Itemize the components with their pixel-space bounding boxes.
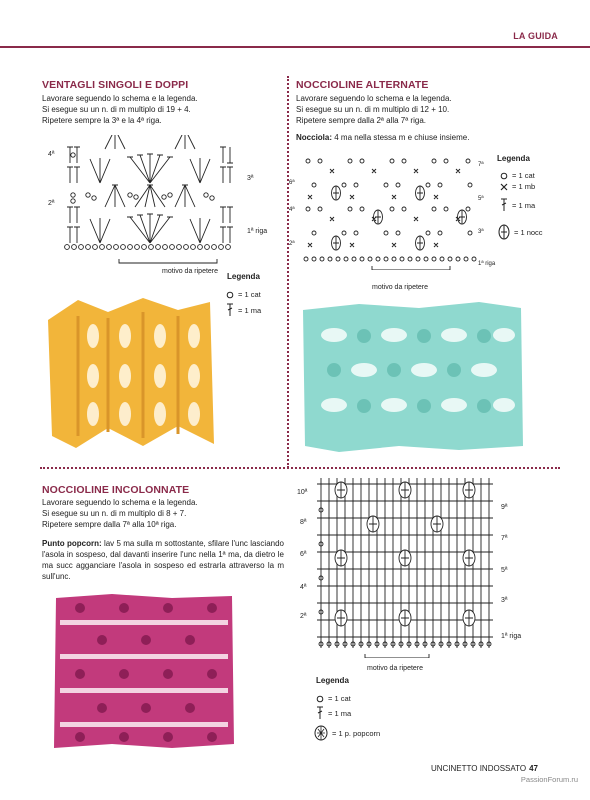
magazine-name: UNCINETTO INDOSSATO	[430, 764, 527, 773]
fan-row-3	[90, 154, 210, 183]
bobble-stitch-icon	[498, 224, 510, 240]
section2-line: Si esegue su un n. di m multiplo di 12 + 10.	[296, 105, 450, 114]
section2-row-label: 1ª riga	[478, 261, 496, 267]
legend-treble	[500, 198, 535, 212]
section3-row-label: 4ª	[300, 584, 307, 591]
section1-row-label: 1ª riga	[247, 228, 268, 235]
chain-stitch-icon	[500, 172, 508, 180]
fan-row-2	[105, 185, 195, 207]
section1-row-label: 4ª	[48, 151, 55, 158]
chain-stitch-icon	[226, 291, 234, 299]
repeat-bracket	[365, 654, 429, 658]
legend-bobble	[498, 224, 543, 240]
section3-repeat-label: motivo da ripetere	[367, 665, 424, 672]
cross-stitch-icon	[500, 183, 508, 191]
section2-row-label: 3ª	[478, 229, 484, 235]
section2-repeat-label: motivo da ripetere	[372, 284, 429, 291]
chain-rows	[304, 159, 476, 261]
note-text: 4 ma nella stessa m e chiuse insieme.	[332, 133, 470, 142]
section2-row-label: 2ª	[289, 241, 295, 247]
legend-popcorn	[314, 725, 380, 741]
section3-line: Ripetere sempre dalla 7ª alla 10ª riga.	[42, 520, 177, 529]
legend-label: = 1 ma	[512, 200, 536, 210]
legend-label: = 1 cat	[328, 694, 351, 703]
section1-line: Lavorare seguendo lo schema e la legenda.	[42, 94, 198, 103]
legend-chain	[226, 290, 261, 299]
section3-row-label: 5ª	[501, 567, 508, 574]
section2-instructions	[296, 93, 566, 143]
note-text: lav 5 ma sulla m sottostante, sfilare l'unc lasciando l'asola in sospeso, dal davanti inserire l'unc nella 1ª ma, da dietro le ma succ agganciare l'asola in sospeso ed estrarla attraverso la m sull'unc.	[42, 539, 284, 581]
section3-stitch-diagram	[315, 478, 495, 658]
section1-instructions	[42, 93, 282, 126]
repeat-bracket	[372, 266, 450, 270]
section3-note	[42, 538, 284, 582]
chain-loops	[86, 193, 214, 200]
chain-stitch-icon	[316, 695, 324, 703]
section3-row-label: 1ª riga	[501, 633, 522, 640]
popcorn-stitch-icon	[314, 725, 328, 741]
section2-line: Ripetere sempre dalla 2ª alla 7ª riga.	[296, 116, 426, 125]
repeat-bracket	[119, 259, 217, 263]
section1-line: Ripetere sempre la 3ª e la 4ª riga.	[42, 116, 162, 125]
section3-row-label: 2ª	[300, 613, 307, 620]
section3-row-label: 9ª	[501, 504, 508, 511]
watermark: PassionForum.ru	[520, 775, 578, 784]
section2-row-label: 5ª	[478, 196, 484, 202]
section1-line: Si esegue su un n. di m multiplo di 19 + 4.	[42, 105, 191, 114]
section3-swatch-photo	[52, 592, 236, 750]
legend-chain	[316, 694, 351, 703]
note-term: Punto popcorn:	[42, 539, 102, 548]
section2-swatch-photo	[299, 300, 527, 455]
foundation-chain	[65, 245, 231, 250]
right-columns	[220, 147, 233, 243]
page-footer	[431, 764, 538, 773]
single-crochet-marks	[308, 169, 460, 247]
section3-row-label: 7ª	[501, 535, 508, 542]
section1-stitch-diagram	[40, 135, 280, 285]
section3-instructions	[42, 497, 284, 582]
section1-row-label: 3ª	[247, 175, 254, 182]
section3-legend-title: Legenda	[316, 676, 349, 685]
note-term: Nocciola:	[296, 133, 333, 142]
section2-legend-title: Legenda	[497, 154, 530, 163]
legend-label: = 1 ma	[328, 708, 352, 718]
section1-row-label: 2ª	[48, 200, 55, 207]
section2-row-label: 7ª	[478, 162, 484, 168]
section3-title: NOCCIOLINE INCOLONNATE	[42, 484, 190, 496]
section2-stitch-diagram	[300, 155, 500, 270]
legend-treble	[316, 706, 351, 720]
treble-stitch-icon	[226, 303, 234, 317]
treble-stitch-icon	[500, 198, 508, 212]
section1-swatch-photo	[48, 296, 216, 450]
section3-row-label: 6ª	[300, 551, 307, 558]
section3-row-label: 8ª	[300, 519, 307, 526]
section2-note	[296, 132, 566, 143]
section2-line: Lavorare seguendo lo schema e la legenda.	[296, 94, 452, 103]
section3-row-label: 3ª	[501, 597, 508, 604]
vertical-divider	[287, 76, 289, 468]
section2-row-label: 6ª	[289, 180, 295, 186]
section3-row-label: 10ª	[297, 489, 308, 496]
legend-label: = 1 cat	[238, 290, 261, 299]
section2-title: NOCCIOLINE ALTERNATE	[296, 79, 429, 91]
legend-label: = 1 p. popcorn	[332, 728, 381, 738]
page-number: 47	[529, 764, 538, 773]
legend-label: = 1 ma	[238, 305, 262, 315]
section1-legend-title: Legenda	[227, 272, 260, 281]
bobble-marks	[332, 186, 467, 250]
section2-row-label: 4ª	[289, 207, 295, 213]
section3-line: Si esegue su un n. di m multiplo di 8 + 7.	[42, 509, 187, 518]
horizontal-divider	[40, 467, 560, 469]
legend-single-crochet	[500, 182, 535, 191]
fan-row-4	[105, 135, 195, 149]
legend-label: = 1 nocc	[514, 227, 543, 237]
header-rule	[0, 46, 590, 48]
header-label: LA GUIDA	[513, 31, 558, 41]
section1-repeat-label: motivo da ripetere	[162, 268, 219, 275]
section1-title: VENTAGLI SINGOLI E DOPPI	[42, 79, 189, 91]
legend-treble	[226, 303, 261, 317]
legend-label: = 1 mb	[512, 182, 536, 191]
fan-row-1	[90, 214, 210, 243]
section3-line: Lavorare seguendo lo schema e la legenda.	[42, 498, 198, 507]
legend-label: = 1 cat	[512, 171, 535, 180]
treble-stitch-icon	[316, 706, 324, 720]
legend-chain	[500, 171, 535, 180]
left-columns	[67, 147, 80, 243]
